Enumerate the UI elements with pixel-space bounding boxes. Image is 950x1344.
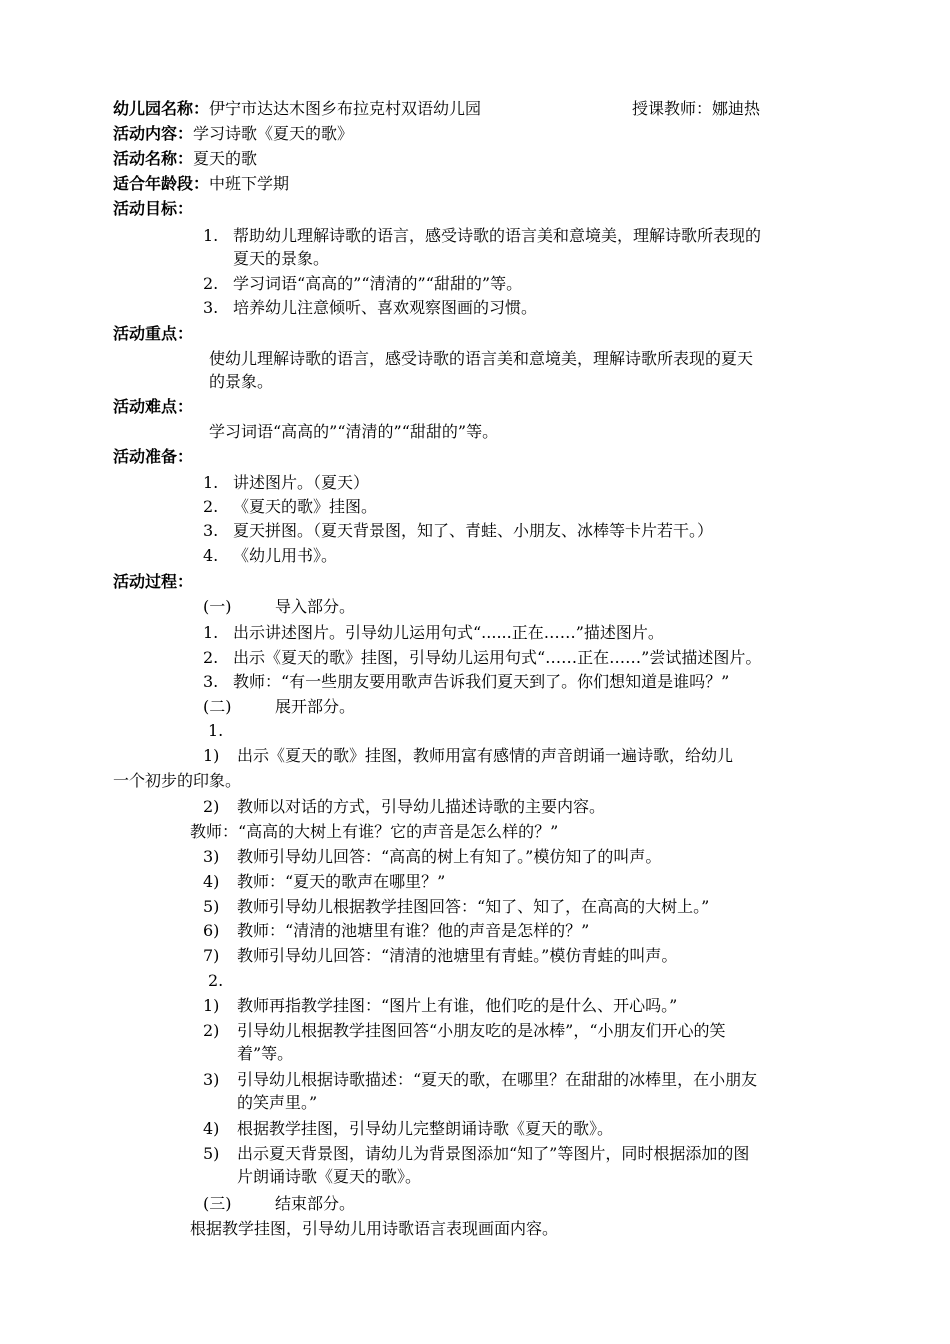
goal-item (203, 273, 522, 295)
prep-item (203, 520, 713, 542)
item-num: 2) (203, 797, 220, 816)
part2-sub1: 1. (208, 721, 224, 740)
part2-label: 展开部分。 (275, 697, 356, 716)
sub2-item-cont: 着”等。 (237, 1044, 294, 1063)
item-text: 教师引导幼儿回答：“清清的池塘里有青蛙。”模仿青蛙的叫声。 (237, 946, 678, 965)
goal-text: 培养幼儿注意倾听、喜欢观察图画的习惯。 (233, 298, 538, 317)
goal-num: 1. (203, 226, 219, 245)
goal-num: 3. (203, 298, 219, 317)
keypoint-text-cont: 的景象。 (209, 372, 274, 391)
sub1-item (203, 896, 709, 918)
goal-item (203, 297, 537, 319)
sub1-item (203, 871, 445, 893)
goal-text: 学习词语“高高的”“清清的”“甜甜的”等。 (233, 274, 523, 293)
prep-text: 《幼儿用书》。 (233, 546, 338, 565)
prep-text: 夏天拼图。（夏天背景图，知了、青蛙、小朋友、冰棒等卡片若干。） (233, 521, 714, 540)
part1-item (203, 622, 664, 644)
part2-marker: (二) (203, 697, 232, 716)
item-num: 5) (203, 897, 220, 916)
kindergarten-value: 伊宁市达达木图乡布拉克村双语幼儿园 (209, 99, 482, 118)
sub2-item-cont: 的笑声里。” (237, 1093, 318, 1112)
item-text: 引导幼儿根据诗歌描述：“夏天的歌，在哪里？在甜甜的冰棒里，在小朋友 (237, 1070, 758, 1089)
sub1-item (203, 920, 589, 942)
item-text: 引导幼儿根据教学挂图回答“小朋友吃的是冰棒”，“小朋友们开心的笑 (237, 1021, 726, 1040)
item-text: 出示《夏天的歌》挂图，教师用富有感情的声音朗诵一遍诗歌，给幼儿 (237, 746, 734, 765)
part1-label: 导入部分。 (275, 597, 356, 616)
sub2-item (203, 995, 677, 1017)
prep-num: 1. (203, 473, 219, 492)
sub1-item-cont: 一个初步的印象。 (113, 771, 242, 790)
sub1-item (203, 796, 605, 818)
item-text: 出示《夏天的歌》挂图，引导幼儿运用句式“……正在……”尝试描述图片。 (233, 648, 762, 667)
part1-marker: (一) (203, 597, 232, 616)
part2-sub2: 2. (208, 971, 224, 990)
goals-heading: 活动目标： (113, 199, 194, 218)
content-row (113, 123, 353, 145)
item-num: 3) (203, 1070, 220, 1089)
keypoint-heading: 活动重点： (113, 324, 194, 343)
item-num: 2. (203, 648, 219, 667)
keypoint-text: 使幼儿理解诗歌的语言，感受诗歌的语言美和意境美，理解诗歌所表现的夏天 (209, 349, 754, 368)
part3-label: 结束部分。 (275, 1194, 356, 1213)
goal-text: 帮助幼儿理解诗歌的语言，感受诗歌的语言美和意境美，理解诗歌所表现的 (233, 226, 762, 245)
item-text: 出示夏天背景图，请幼儿为背景图添加“知了”等图片，同时根据添加的图 (237, 1144, 750, 1163)
prep-item (203, 472, 369, 494)
process-heading: 活动过程： (113, 572, 194, 591)
age-row (113, 173, 289, 195)
content-label: 活动内容： (113, 124, 194, 143)
sub2-item (203, 1143, 749, 1165)
sub1-item (203, 846, 661, 868)
item-text: 教师引导幼儿根据教学挂图回答：“知了、知了，在高高的大树上。” (237, 897, 710, 916)
prep-text: 讲述图片。（夏天） (233, 473, 370, 492)
part1-item (203, 671, 729, 693)
preparation-heading: 活动准备： (113, 447, 194, 466)
prep-item (203, 545, 337, 567)
sub2-item (203, 1020, 726, 1042)
item-num: 7) (203, 946, 220, 965)
age-label: 适合年龄段： (113, 174, 210, 193)
item-text: 教师以对话的方式，引导幼儿描述诗歌的主要内容。 (237, 797, 606, 816)
part1-item (203, 647, 761, 669)
item-text: 教师：“有一些朋友要用歌声告诉我们夏天到了。你们想知道是谁吗？” (233, 672, 730, 691)
sub2-item (203, 1069, 757, 1091)
sub1-item (203, 945, 677, 967)
item-text: 出示讲述图片。引导幼儿运用句式“......正在……”描述图片。 (233, 623, 664, 642)
part3-title (203, 1193, 355, 1215)
prep-text: 《夏天的歌》挂图。 (233, 497, 378, 516)
part2-title (203, 696, 355, 718)
goal-num: 2. (203, 274, 219, 293)
kindergarten-label: 幼儿园名称： (113, 99, 210, 118)
item-num: 3) (203, 847, 220, 866)
item-num: 4) (203, 872, 220, 891)
item-text: 根据教学挂图，引导幼儿完整朗诵诗歌《夏天的歌》。 (237, 1119, 614, 1138)
teacher-quote: 教师：“高高的大树上有谁？它的声音是怎么样的？” (190, 822, 559, 841)
item-num: 4) (203, 1119, 220, 1138)
item-num: 5) (203, 1144, 220, 1163)
age-value: 中班下学期 (209, 174, 290, 193)
goal-text-cont: 夏天的景象。 (233, 249, 330, 268)
item-num: 1) (203, 996, 220, 1015)
part3-text: 根据教学挂图，引导幼儿用诗歌语言表现画面内容。 (190, 1219, 559, 1238)
sub1-item (203, 745, 733, 767)
prep-num: 3. (203, 521, 219, 540)
name-value: 夏天的歌 (193, 149, 258, 168)
item-num: 1. (203, 623, 219, 642)
prep-item (203, 496, 377, 518)
item-num: 2) (203, 1021, 220, 1040)
name-row (113, 148, 257, 170)
prep-num: 4. (203, 546, 219, 565)
item-text: 教师引导幼儿回答：“高高的树上有知了。”模仿知了的叫声。 (237, 847, 662, 866)
difficulty-heading: 活动难点： (113, 397, 194, 416)
item-num: 3. (203, 672, 219, 691)
item-num: 6) (203, 921, 220, 940)
part1-title (203, 596, 355, 618)
item-text: 教师：“清清的池塘里有谁？他的声音是怎样的？” (237, 921, 590, 940)
prep-num: 2. (203, 497, 219, 516)
item-text: 教师再指教学挂图：“图片上有谁，他们吃的是什么、开心吗。” (237, 996, 678, 1015)
kindergarten-row (113, 98, 481, 120)
name-label: 活动名称： (113, 149, 194, 168)
item-text: 教师：“夏天的歌声在哪里？” (237, 872, 446, 891)
sub2-item-cont: 片朗诵诗歌《夏天的歌》。 (237, 1167, 422, 1186)
content-value: 学习诗歌《夏天的歌》 (193, 124, 354, 143)
part3-marker: (三) (203, 1194, 232, 1213)
teacher-name: 授课教师：娜迪热 (632, 99, 761, 118)
item-num: 1) (203, 746, 220, 765)
sub2-item (203, 1118, 613, 1140)
goal-item (203, 225, 761, 247)
difficulty-text: 学习词语“高高的”“清清的”“甜甜的”等。 (209, 422, 499, 441)
